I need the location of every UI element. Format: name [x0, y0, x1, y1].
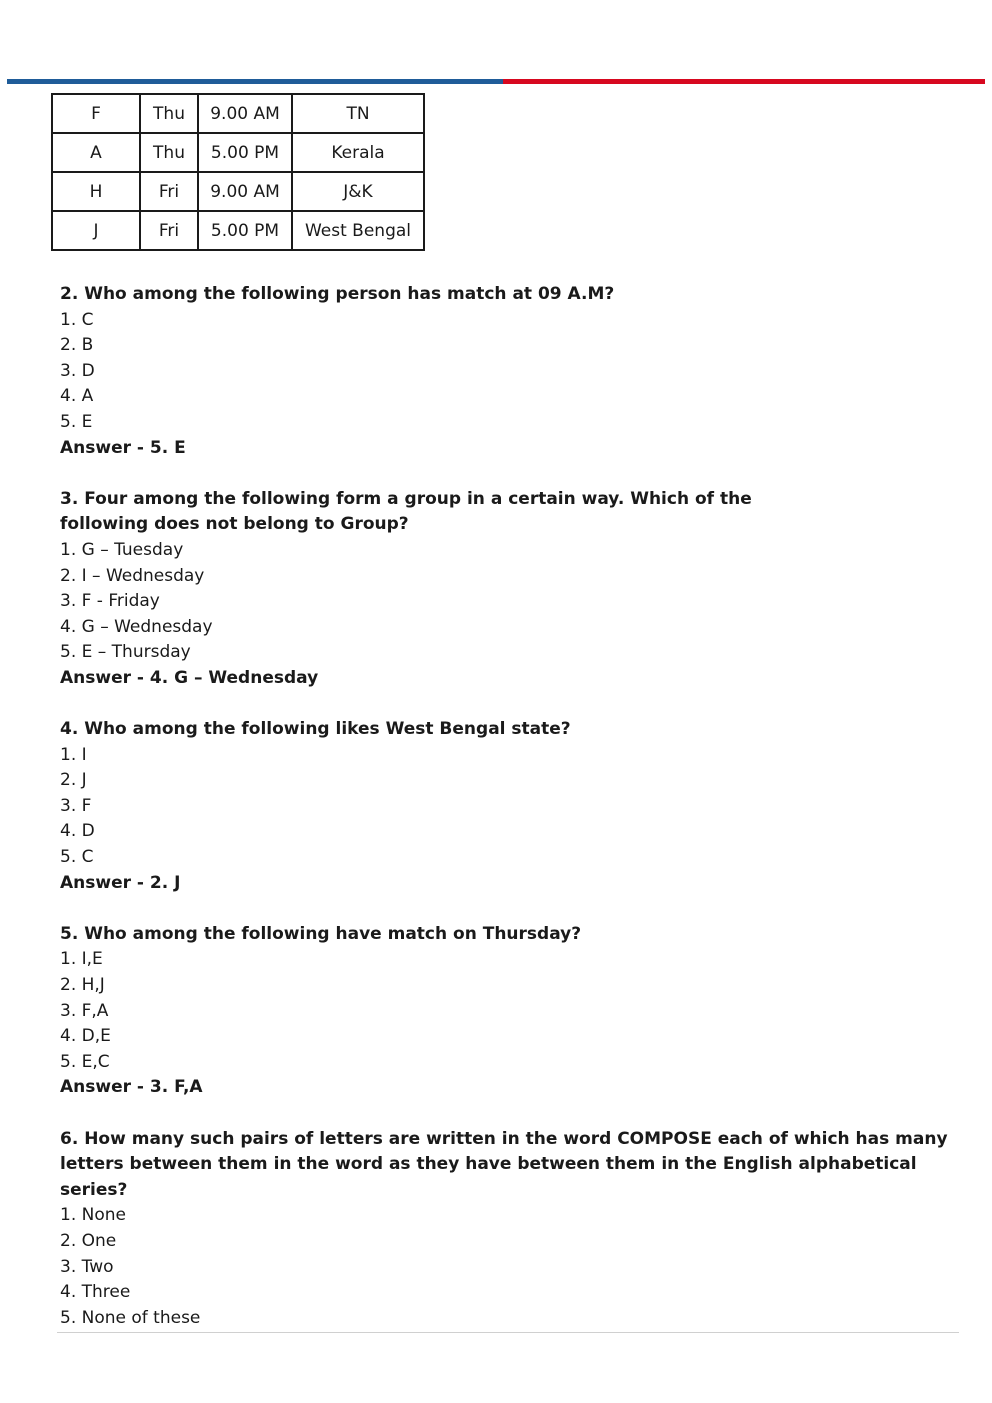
option-item: 5. E – Thursday — [60, 642, 191, 663]
question-text: 3. Four among the following form a group in a certain way. Which of the following does not belong to Group? — [60, 488, 752, 535]
option-item: 4. D,E — [60, 1026, 111, 1047]
option-item: 3. F - Friday — [60, 591, 160, 612]
option-item: 1. C — [60, 309, 94, 330]
option-item: 2. B — [60, 335, 94, 356]
table-cell-time: 5.00 PM — [198, 211, 292, 250]
table-cell-time: 9.00 AM — [198, 94, 292, 133]
option-item: 5. E,C — [60, 1051, 110, 1072]
question-text: 2. Who among the following person has match at 09 A.M? — [60, 284, 615, 304]
header-rule-blue-segment — [7, 79, 503, 84]
option-item: 4. A — [60, 386, 94, 407]
answer-text: Answer - 2. J — [60, 872, 181, 893]
option-item: 3. Two — [60, 1256, 114, 1277]
table-cell-day: Fri — [140, 211, 198, 250]
option-item: 4. G – Wednesday — [60, 616, 213, 637]
answer-text: Answer - 4. G – Wednesday — [60, 667, 319, 688]
table-cell-person: J — [52, 211, 140, 250]
question-list — [60, 282, 960, 1331]
table-cell-day: Fri — [140, 172, 198, 211]
option-item: 2. J — [60, 770, 87, 791]
table-cell-person: F — [52, 94, 140, 133]
question-text: 4. Who among the following likes West Bengal state? — [60, 719, 571, 740]
option-item: 3. D — [60, 360, 95, 381]
question-text: 6. How many such pairs of letters are written in the word COMPOSE each of which has many letters between them in the word as they have between them in the English alphabetical series? — [60, 1128, 948, 1200]
option-item: 4. Three — [60, 1282, 131, 1303]
option-item: 1. I — [60, 744, 87, 765]
answer-text: Answer - 5. E — [60, 437, 186, 458]
option-item: 5. None of these — [60, 1307, 201, 1328]
table-row — [52, 133, 424, 172]
option-item: 3. F,A — [60, 1000, 109, 1021]
table-cell-day: Thu — [140, 94, 198, 133]
option-item: 1. None — [60, 1205, 126, 1226]
option-item: 2. H,J — [60, 975, 105, 996]
table-cell-person: A — [52, 133, 140, 172]
option-item: 5. E — [60, 411, 93, 432]
table-row — [52, 172, 424, 211]
header-rule-red-segment — [503, 79, 985, 84]
table-cell-state: TN — [292, 94, 424, 133]
option-item: 1. I,E — [60, 949, 103, 970]
table-row — [52, 211, 424, 250]
table-cell-state: West Bengal — [292, 211, 424, 250]
schedule-table — [51, 93, 425, 251]
question-block — [60, 1127, 960, 1332]
table-cell-person: H — [52, 172, 140, 211]
option-item: 1. G – Tuesday — [60, 539, 184, 560]
table-cell-time: 9.00 AM — [198, 172, 292, 211]
question-block — [60, 922, 960, 1101]
option-item: 5. C — [60, 847, 94, 868]
question-block — [60, 282, 960, 461]
option-item: 2. I – Wednesday — [60, 565, 205, 586]
option-item: 4. D — [60, 821, 95, 842]
table-row — [52, 94, 424, 133]
table-cell-time: 5.00 PM — [198, 133, 292, 172]
answer-text: Answer - 3. F,A — [60, 1077, 203, 1098]
table-cell-day: Thu — [140, 133, 198, 172]
question-block — [60, 717, 960, 896]
table-cell-state: J&K — [292, 172, 424, 211]
option-item: 3. F — [60, 795, 92, 816]
question-text: 5. Who among the following have match on Thursday? — [60, 923, 582, 944]
question-block — [60, 487, 960, 692]
option-item: 2. One — [60, 1230, 117, 1251]
table-cell-state: Kerala — [292, 133, 424, 172]
header-rule — [7, 79, 985, 84]
footer-divider — [57, 1332, 959, 1333]
